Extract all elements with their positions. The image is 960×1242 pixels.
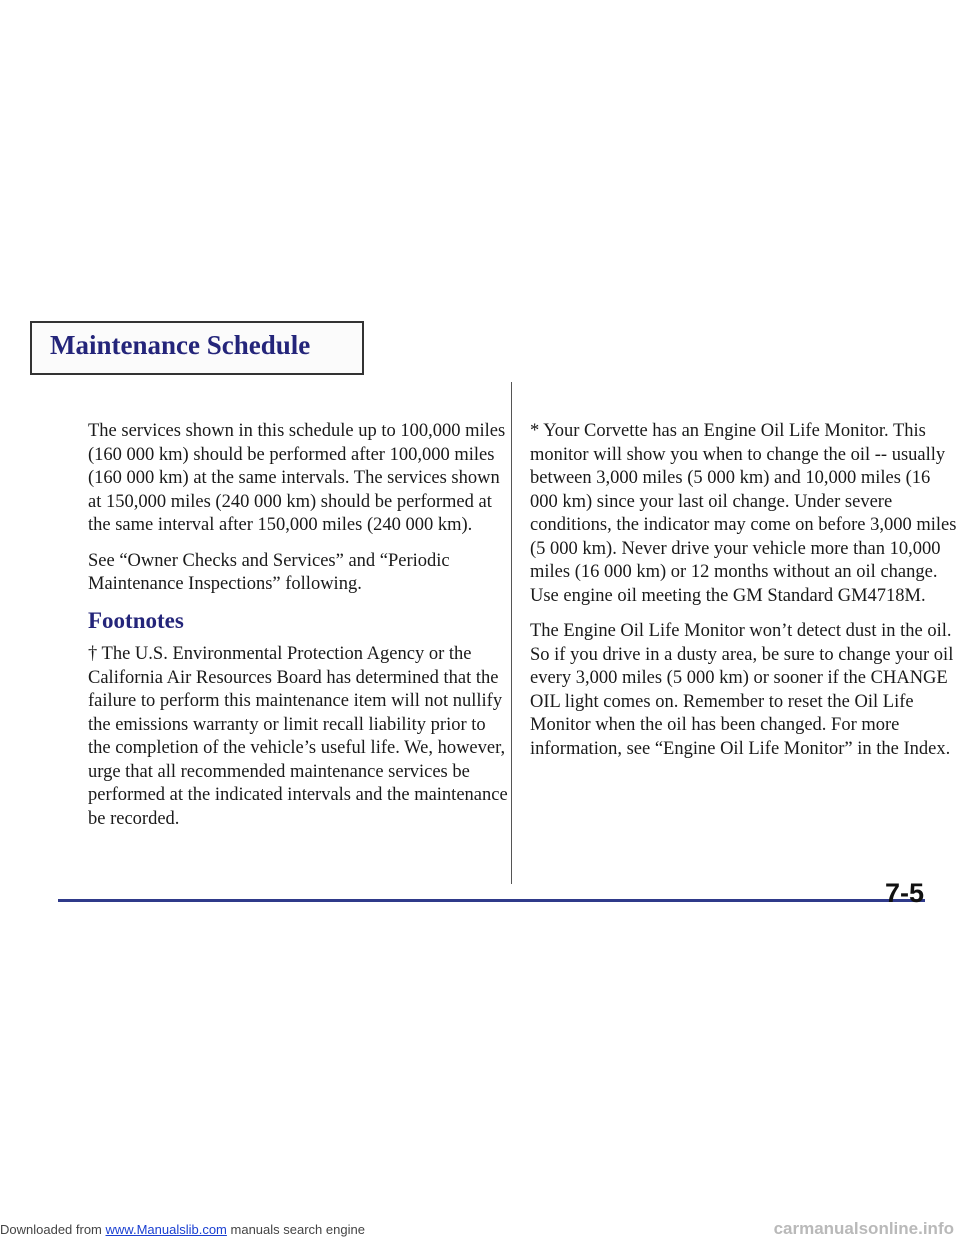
- right-column: [530, 420, 960, 773]
- column-divider: [511, 382, 512, 884]
- bottom-rule: [58, 899, 925, 902]
- footer-suffix: manuals search engine: [230, 1222, 365, 1237]
- download-footer: [0, 1222, 365, 1237]
- intro-paragraph: The services shown in this schedule up to 100,000 miles (160 000 km) should be performed after 100,000 miles (160 000 km) at the same intervals. The services shown at 150,000 miles (240 000 km) should be performed at the same interval after 150,000 miles (240 000 km).: [88, 421, 506, 535]
- footnotes-heading: Footnotes: [88, 607, 184, 633]
- left-column: [88, 420, 508, 843]
- page-title: Maintenance Schedule: [50, 330, 311, 360]
- dagger-footnote: † The U.S. Environmental Protection Agency or the California Air Resources Board has determined that the failure to perform this maintenance item will not nullify the emissions warranty or limit recall liability prior to the completion of the vehicle’s useful life. We, however, urge that all recommended maintenance services be performed at the indicated intervals and the maintenance be recorded.: [88, 644, 508, 829]
- oil-monitor-paragraph: The Engine Oil Life Monitor won’t detect dust in the oil. So if you drive in a dusty area, be sure to change your oil every 3,000 miles (5 000 km) or sooner if the CHANGE OIL light comes on. Remember to reset the Oil Life Monitor when the oil has been changed. For more information, see “Engine Oil Life Monitor” in the Index.: [530, 621, 954, 759]
- footer-prefix: Downloaded from: [0, 1222, 102, 1237]
- star-footnote: * Your Corvette has an Engine Oil Life Monitor. This monitor will show you when to change the oil -- usually between 3,000 miles (5 000 km) and 10,000 miles (16 000 km) since your last oil change. Under severe conditions, the indicator may come on before 3,000 miles (5 000 km). Never drive your vehicle more than 10,000 miles (16 000 km) or 12 months without an oil change. Use engine oil meeting the GM Standard GM4718M.: [530, 421, 957, 606]
- manualslib-link[interactable]: www.Manualslib.com: [105, 1222, 227, 1237]
- see-also-paragraph: See “Owner Checks and Services” and “Periodic Maintenance Inspections” following.: [88, 550, 450, 594]
- page-number: 7-5: [885, 878, 925, 908]
- watermark: carmanualsonline.info: [773, 1219, 954, 1238]
